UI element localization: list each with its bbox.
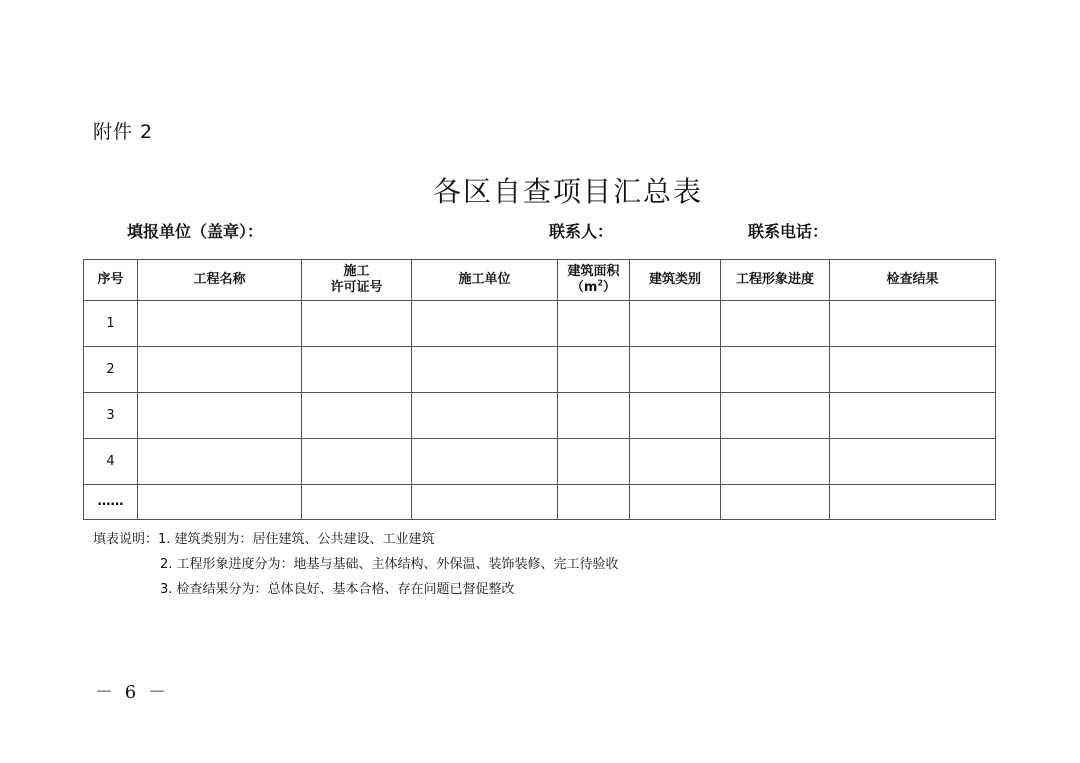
- table-cell: [138, 301, 302, 347]
- table-cell: [630, 301, 721, 347]
- note-line: 3. 检查结果分为：总体良好、基本合格、存在问题已督促整改: [160, 582, 515, 597]
- table-row: [84, 393, 996, 439]
- row-seq: 4: [84, 439, 138, 485]
- note-line: 2. 工程形象进度分为：地基与基础、主体结构、外保温、装饰装修、完工待验收: [160, 557, 619, 572]
- table-cell: [302, 347, 412, 393]
- table-cell: [138, 347, 302, 393]
- table-cell: [830, 393, 996, 439]
- table-cell: [412, 485, 558, 520]
- fill-unit-label: 填报单位（盖章）：: [127, 222, 264, 241]
- row-seq: ……: [84, 485, 138, 520]
- table-cell: [558, 301, 630, 347]
- header-seq: 序号: [84, 260, 138, 301]
- note-line: 填表说明：1. 建筑类别为：居住建筑、公共建设、工业建筑: [93, 532, 435, 547]
- table-cell: [721, 485, 830, 520]
- table-cell: [138, 439, 302, 485]
- table-cell: [302, 439, 412, 485]
- row-seq: 3: [84, 393, 138, 439]
- table-cell: [630, 439, 721, 485]
- table-cell: [721, 439, 830, 485]
- table-cell: [830, 301, 996, 347]
- table-cell: [558, 347, 630, 393]
- attachment-label: 附件 2: [93, 121, 154, 143]
- table-cell: [412, 347, 558, 393]
- table-cell: [630, 393, 721, 439]
- header-check-result: 检查结果: [830, 260, 996, 301]
- table-row: [84, 439, 996, 485]
- header-project-name: 工程名称: [138, 260, 302, 301]
- table-cell: [830, 485, 996, 520]
- table-cell: [138, 485, 302, 520]
- table-cell: [721, 393, 830, 439]
- table-cell: [138, 393, 302, 439]
- table-cell: [721, 347, 830, 393]
- table-cell: [412, 393, 558, 439]
- table-cell: [302, 393, 412, 439]
- table-cell: [558, 393, 630, 439]
- table-cell: [412, 301, 558, 347]
- table-row: [84, 347, 996, 393]
- header-building-category: 建筑类别: [630, 260, 721, 301]
- header-construction-unit: 施工单位: [412, 260, 558, 301]
- fill-contact-label: 联系人：: [549, 222, 614, 241]
- page-number: － 6 －: [95, 682, 169, 703]
- summary-table: [83, 259, 996, 520]
- table-cell: [721, 301, 830, 347]
- table-cell: [412, 439, 558, 485]
- header-permit-no: 施工 许可证号: [302, 260, 412, 301]
- table-cell: [630, 485, 721, 520]
- row-seq: 1: [84, 301, 138, 347]
- table-cell: [558, 485, 630, 520]
- table-cell: [630, 347, 721, 393]
- fill-phone-label: 联系电话：: [748, 222, 829, 241]
- table-cell: [558, 439, 630, 485]
- header-building-area: 建筑面积 $(m^2)$: [558, 260, 630, 301]
- page-title: 各区自查项目汇总表: [432, 175, 703, 208]
- row-seq: 2: [84, 347, 138, 393]
- table-cell: [830, 439, 996, 485]
- header-progress: 工程形象进度: [721, 260, 830, 301]
- table-row: [84, 301, 996, 347]
- table-cell: [302, 485, 412, 520]
- table-row: [84, 485, 996, 520]
- table-header-row: [84, 260, 996, 301]
- table-cell: [302, 301, 412, 347]
- table-cell: [830, 347, 996, 393]
